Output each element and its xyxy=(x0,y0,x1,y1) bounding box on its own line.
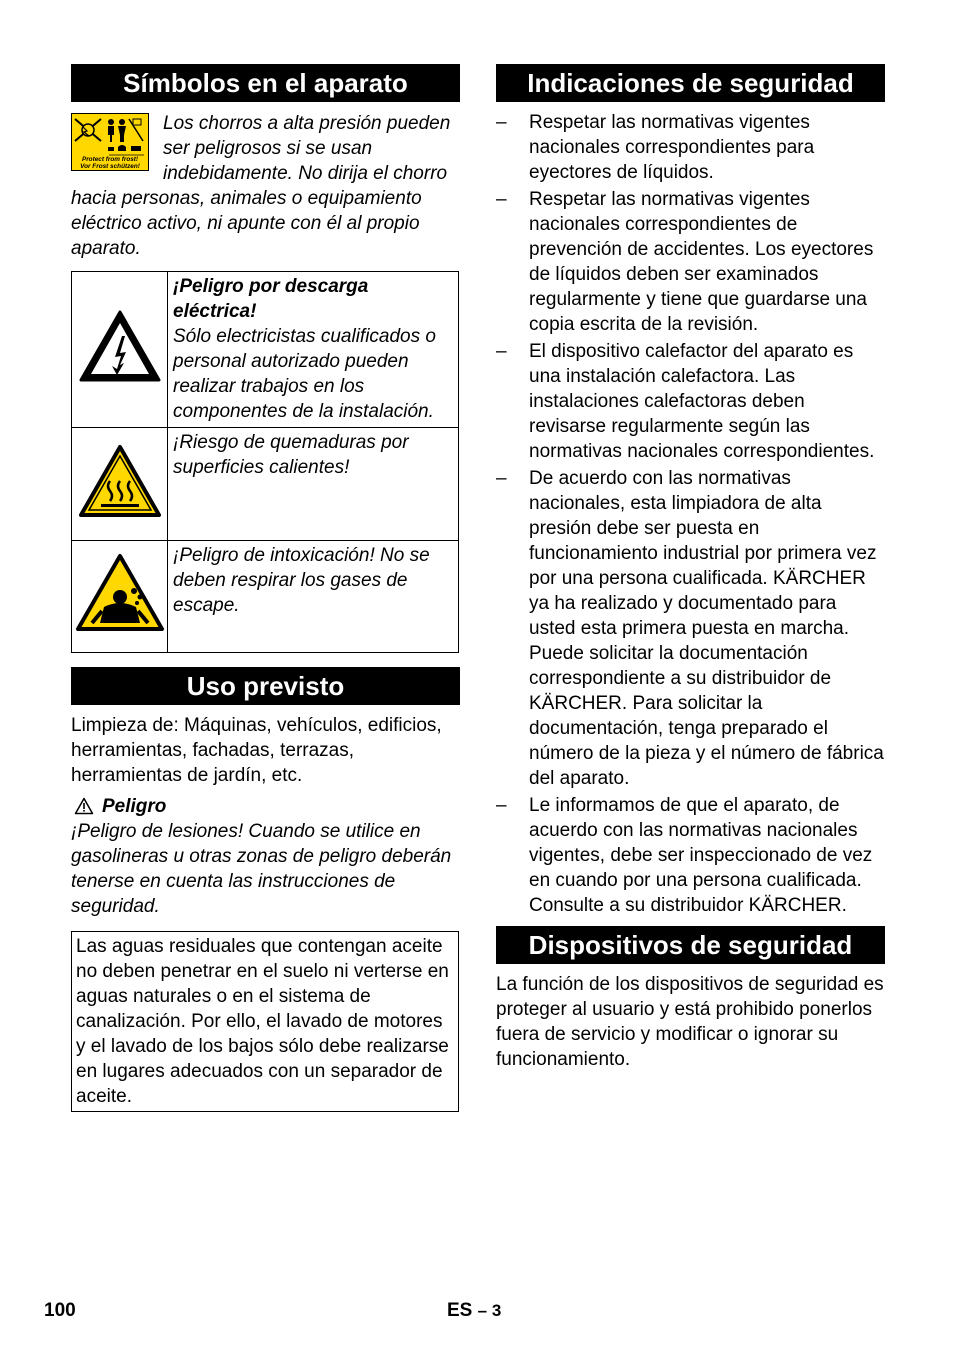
label-line-2: Vor Frost schützen! xyxy=(80,163,140,170)
left-column xyxy=(71,64,460,1112)
page-number: 100 xyxy=(44,1300,76,1321)
wastewater-note-box xyxy=(71,931,459,1112)
safety-devices-text: La función de los dispositivos de seguridad es proteger al usuario y está prohibido ponerlos fuera de servicio y modificar o ignorar su funcionamiento. xyxy=(496,974,884,1070)
safety-list xyxy=(496,110,885,918)
list-item-text: Respetar las normativas vigentes nacionales correspondientes para eyectores de líquidos. xyxy=(529,112,815,183)
danger-text: ¡Peligro de lesiones! Cuando se utilice en gasolineras u otras zonas de peligro deberán tenerse en cuenta las instrucciones de seguridad. xyxy=(71,821,452,917)
symbols-intro xyxy=(71,111,460,261)
electric-shock-title: ¡Peligro por descarga eléctrica! xyxy=(173,276,369,322)
list-item-text: El dispositivo calefactor del aparato es una instalación calefactora. Las instalaciones calefactoras deben revisarse regularmente según las normativas nacionales correspondientes. xyxy=(529,341,875,462)
dash-bullet: – xyxy=(496,112,507,133)
safety-instructions-heading: Indicaciones de seguridad xyxy=(496,64,885,102)
language-code: ES xyxy=(447,1300,473,1321)
wastewater-note-text: Las aguas residuales que contengan aceite no deben penetrar en el suelo ni verterse en aguas naturales o en el sistema de canalización. Por ello, el lavado de motores y el lavado de los bajos sólo debe realizarse en lugares adecuados con un separador de aceite. xyxy=(76,936,449,1107)
intended-use-heading: Uso previsto xyxy=(71,667,460,705)
warning-table xyxy=(71,271,459,653)
warning-row xyxy=(72,272,459,428)
page-section xyxy=(447,1298,501,1323)
warning-triangle-icon xyxy=(74,797,94,815)
dash-bullet: – xyxy=(496,189,507,210)
warning-row xyxy=(72,428,459,541)
safety-devices-heading: Dispositivos de seguridad xyxy=(496,926,885,964)
list-item-text: De acuerdo con las normativas nacionales, esta limpiadora de alta presión debe ser puesta en funcionamiento industrial por primera vez por una persona cualificada. KÄRCHER ya ha realizado y documentado para usted esta primera puesta en marcha. Puede solicitar la documentación correspondiente a su distribuidor de KÄRCHER. Para solicitar la documentación, tenga preparado el número de la pieza y el número de fábrica del aparato. xyxy=(529,468,884,789)
symbols-heading: Símbolos en el aparato xyxy=(71,64,460,102)
pressure-jet-warning-label-icon xyxy=(71,113,149,171)
list-item xyxy=(496,339,885,464)
list-item xyxy=(496,110,885,185)
electric-shock-warning-icon xyxy=(77,308,163,384)
hot-surface-warning-icon xyxy=(77,443,163,519)
toxic-gas-warning-icon xyxy=(74,553,166,633)
electric-shock-text: Sólo electricistas cualificados o personal autorizado pueden realizar trabajos en los componentes de la instalación. xyxy=(173,326,436,422)
dash-bullet: – xyxy=(496,341,507,362)
list-item-text: Respetar las normativas vigentes nacionales correspondientes de prevención de accidentes. Los eyectores de líquidos deben ser examinados regularmente y tiene que guardarse una copia escrita de la revisión. xyxy=(529,189,874,335)
dash-bullet: – xyxy=(496,468,507,489)
symbols-text: Los chorros a alta presión pueden ser peligrosos si se usan indebidamente. No dirija el chorro hacia personas, animales o equipamiento eléctrico activo, ni apunte con él al propio aparato. xyxy=(71,113,451,259)
list-item xyxy=(496,187,885,337)
hot-surface-text: ¡Riesgo de quemaduras por superficies calientes! xyxy=(173,432,409,478)
intended-use-text: Limpieza de: Máquinas, vehículos, edificios, herramientas, fachadas, terrazas, herramientas de jardín, etc. xyxy=(71,715,442,786)
danger-label-line xyxy=(71,794,460,819)
warning-row xyxy=(72,541,459,653)
label-line-1: Protect from frost! xyxy=(81,156,139,163)
dash-bullet: – xyxy=(496,795,507,816)
right-column xyxy=(496,64,885,1072)
danger-label: Peligro xyxy=(102,796,167,817)
section-number: – 3 xyxy=(477,1301,502,1320)
list-item xyxy=(496,466,885,791)
toxic-gas-text: ¡Peligro de intoxicación! No se deben respirar los gases de escape. xyxy=(173,545,430,616)
list-item-text: Le informamos de que el aparato, de acuerdo con las normativas nacionales vigentes, debe ser inspeccionado de vez en cuando por una persona cualificada. Consulte a su distribuidor KÄRCHER. xyxy=(529,795,873,916)
list-item xyxy=(496,793,885,918)
